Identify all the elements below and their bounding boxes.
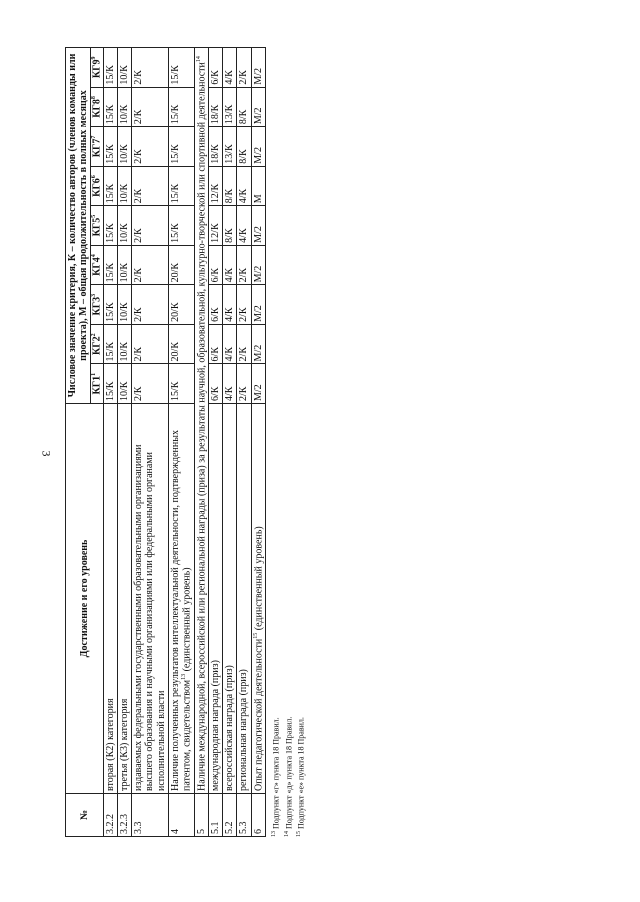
table-row bbox=[103, 48, 117, 837]
column-header-кг2: $КГ2^2$ bbox=[91, 324, 104, 364]
table-body bbox=[103, 48, 265, 837]
criteria-value: 12/К bbox=[209, 206, 223, 246]
footnote-ref: 1 bbox=[91, 372, 98, 376]
criteria-value: 18/К bbox=[209, 87, 223, 127]
criteria-value: 4/К bbox=[223, 285, 237, 325]
row-number: 3.2.3 bbox=[118, 794, 132, 837]
criteria-value: 15/К bbox=[168, 48, 194, 88]
criteria-value: 6/К bbox=[209, 285, 223, 325]
criteria-value: 15/К bbox=[103, 166, 117, 206]
footnote-ref: 8 bbox=[91, 96, 98, 100]
criteria-value: 15/К bbox=[168, 364, 194, 404]
criteria-value: 15/К bbox=[168, 166, 194, 206]
criteria-value: М/2 bbox=[251, 285, 266, 325]
criteria-value: 15/К bbox=[103, 127, 117, 167]
row-number: 5.3 bbox=[237, 794, 251, 837]
row-number: 5 bbox=[194, 794, 209, 837]
achievement-text: Наличие полученных результатов интеллектуальной деятельности, подтвержденных патентом, свидетельством$^{13}$ (единственный уровень) bbox=[168, 404, 194, 794]
criteria-value: 10/К bbox=[118, 48, 132, 88]
criteria-value: 15/К bbox=[168, 127, 194, 167]
criteria-value: 4/К bbox=[223, 245, 237, 285]
row-number: 5.1 bbox=[209, 794, 223, 837]
criteria-value: 8/К bbox=[237, 127, 251, 167]
header-row bbox=[66, 48, 91, 837]
criteria-value: 10/К bbox=[118, 324, 132, 364]
criteria-value: 10/К bbox=[118, 127, 132, 167]
achievement-text: Опыт педагогической деятельности$^{15}$ (единственный уровень) bbox=[251, 404, 266, 794]
column-header-кг5: $КГ5^5$ bbox=[91, 206, 104, 246]
criteria-value: М/2 bbox=[251, 127, 266, 167]
achievement-text: вторая (К2) категория bbox=[103, 404, 117, 794]
criteria-value: 13/К bbox=[223, 127, 237, 167]
criteria-value: 6/К bbox=[209, 364, 223, 404]
achievement-header: Достижение и его уровень bbox=[66, 404, 104, 794]
criteria-value: 13/К bbox=[223, 87, 237, 127]
criteria-value: 8/К bbox=[223, 166, 237, 206]
row-number: 5.2 bbox=[223, 794, 237, 837]
criteria-value: 2/К bbox=[237, 245, 251, 285]
criteria-value: 10/К bbox=[118, 206, 132, 246]
criteria-value: М/2 bbox=[251, 206, 266, 246]
footnote: $^{13}$ Подпункт «г» пункта 18 Правил. bbox=[271, 717, 281, 837]
footnote-ref: 15 bbox=[252, 632, 259, 639]
table-row-section bbox=[194, 48, 209, 837]
criteria-value: 4/К bbox=[237, 206, 251, 246]
footnote-ref: 13 bbox=[271, 831, 277, 837]
column-header-кг4: $КГ4^4$ bbox=[91, 245, 104, 285]
footnote-ref: 2 bbox=[91, 333, 98, 337]
criteria-value: 15/К bbox=[103, 206, 117, 246]
criteria-value: 2/К bbox=[132, 87, 169, 127]
criteria-value: 15/К bbox=[103, 324, 117, 364]
criteria-value-header: Числовое значение критерия, К – количество авторов (членов команды или проекта), М – общая продолжительность в полных месяцах bbox=[66, 48, 91, 404]
criteria-value: 4/К bbox=[237, 166, 251, 206]
row-number: 6 bbox=[251, 794, 266, 837]
row-number: 3.3 bbox=[132, 794, 169, 837]
criteria-value: 2/К bbox=[132, 166, 169, 206]
achievement-text: международная награда (приз) bbox=[209, 404, 223, 794]
footnotes bbox=[265, 417, 307, 837]
criteria-value: 2/К bbox=[237, 285, 251, 325]
criteria-value: 12/К bbox=[209, 166, 223, 206]
footnote-list bbox=[269, 417, 307, 837]
criteria-value: 4/К bbox=[223, 324, 237, 364]
achievement-text: Наличие международной, всероссийской или региональной награды (приза) за результаты научной, образовательной, культурно-творческой или спортивной деятельности$^{14}$ bbox=[194, 48, 209, 794]
achievement-text: третья (К3) категория bbox=[118, 404, 132, 794]
criteria-value: 15/К bbox=[168, 87, 194, 127]
criteria-value: М/2 bbox=[251, 245, 266, 285]
criteria-value: 2/К bbox=[237, 48, 251, 88]
row-number: 4 bbox=[168, 794, 194, 837]
criteria-value: 2/К bbox=[237, 324, 251, 364]
num-header: № bbox=[66, 794, 104, 837]
table-row bbox=[168, 48, 194, 837]
criteria-value: 15/К bbox=[103, 48, 117, 88]
criteria-value: 4/К bbox=[223, 48, 237, 88]
criteria-value: 2/К bbox=[132, 324, 169, 364]
table-row bbox=[223, 48, 237, 837]
criteria-table bbox=[65, 47, 266, 837]
footnote-separator bbox=[265, 697, 266, 837]
criteria-value: 20/К bbox=[168, 285, 194, 325]
criteria-value: 2/К bbox=[132, 48, 169, 88]
criteria-value: 2/К bbox=[132, 245, 169, 285]
footnote-ref: 13 bbox=[181, 673, 188, 680]
footnote-ref: 3 bbox=[91, 293, 98, 297]
page-number: 3 bbox=[39, 450, 54, 457]
column-header-кг9: $КГ9^9$ bbox=[91, 48, 104, 88]
table-row bbox=[251, 48, 266, 837]
criteria-value: М/2 bbox=[251, 87, 266, 127]
footnote-ref: 9 bbox=[91, 56, 98, 60]
footnote-ref: 15 bbox=[296, 831, 303, 837]
criteria-value: 4/К bbox=[223, 364, 237, 404]
criteria-value: 8/К bbox=[223, 206, 237, 246]
criteria-value: 10/К bbox=[118, 245, 132, 285]
criteria-value: 2/К bbox=[237, 364, 251, 404]
criteria-value: М/2 bbox=[251, 324, 266, 364]
footnote-ref: 6 bbox=[91, 175, 98, 179]
table-row bbox=[237, 48, 251, 837]
criteria-value: 2/К bbox=[132, 206, 169, 246]
footnote: $^{15}$ Подпункт «е» пункта 18 Правил. bbox=[296, 717, 306, 837]
table-row bbox=[209, 48, 223, 837]
table-row bbox=[118, 48, 132, 837]
criteria-value: 18/К bbox=[209, 127, 223, 167]
row-number: 3.2.2 bbox=[103, 794, 117, 837]
criteria-value: 15/К bbox=[103, 245, 117, 285]
criteria-value: 6/К bbox=[209, 245, 223, 285]
criteria-value: 15/К bbox=[103, 87, 117, 127]
achievement-text: региональная награда (приз) bbox=[237, 404, 251, 794]
criteria-value: М bbox=[251, 166, 266, 206]
criteria-value: 2/К bbox=[132, 364, 169, 404]
criteria-value: 15/К bbox=[168, 206, 194, 246]
footnote-ref: 14 bbox=[195, 56, 202, 63]
criteria-value: 6/К bbox=[209, 324, 223, 364]
footnote-ref: 4 bbox=[91, 254, 98, 258]
criteria-value: 2/К bbox=[132, 285, 169, 325]
column-header-кг6: $КГ6^6$ bbox=[91, 166, 104, 206]
column-header-кг8: $КГ8^8$ bbox=[91, 87, 104, 127]
column-header-кг3: $КГ3^3$ bbox=[91, 285, 104, 325]
achievement-text: издаваемых федеральными государственными образовательными организациями высшего образования и научными организациями или федеральными органами исполнительной власти bbox=[132, 404, 169, 794]
criteria-value: 8/К bbox=[237, 87, 251, 127]
rotated-page-content bbox=[65, 47, 345, 837]
criteria-value: 10/К bbox=[118, 285, 132, 325]
criteria-value: 10/К bbox=[118, 364, 132, 404]
footnote-ref: 14 bbox=[283, 831, 290, 837]
criteria-value: 6/К bbox=[209, 48, 223, 88]
criteria-value: 15/К bbox=[103, 285, 117, 325]
column-header-кг1: $КГ1^1$ bbox=[91, 364, 104, 404]
table-row bbox=[132, 48, 169, 837]
criteria-value: 2/К bbox=[132, 127, 169, 167]
column-header-кг7: $КГ7^7$ bbox=[91, 127, 104, 167]
footnote: $^{14}$ Подпункт «д» пункта 18 Правил. bbox=[283, 716, 294, 837]
criteria-value: 20/К bbox=[168, 324, 194, 364]
criteria-value: 10/К bbox=[118, 166, 132, 206]
criteria-value: М/2 bbox=[251, 48, 266, 88]
criteria-value: М/2 bbox=[251, 364, 266, 404]
criteria-value: 15/К bbox=[103, 364, 117, 404]
footnote-ref: 7 bbox=[91, 135, 98, 139]
criteria-value: 10/К bbox=[118, 87, 132, 127]
footnote-ref: 5 bbox=[91, 214, 98, 218]
criteria-value: 20/К bbox=[168, 245, 194, 285]
achievement-text: всероссийская награда (приз) bbox=[223, 404, 237, 794]
